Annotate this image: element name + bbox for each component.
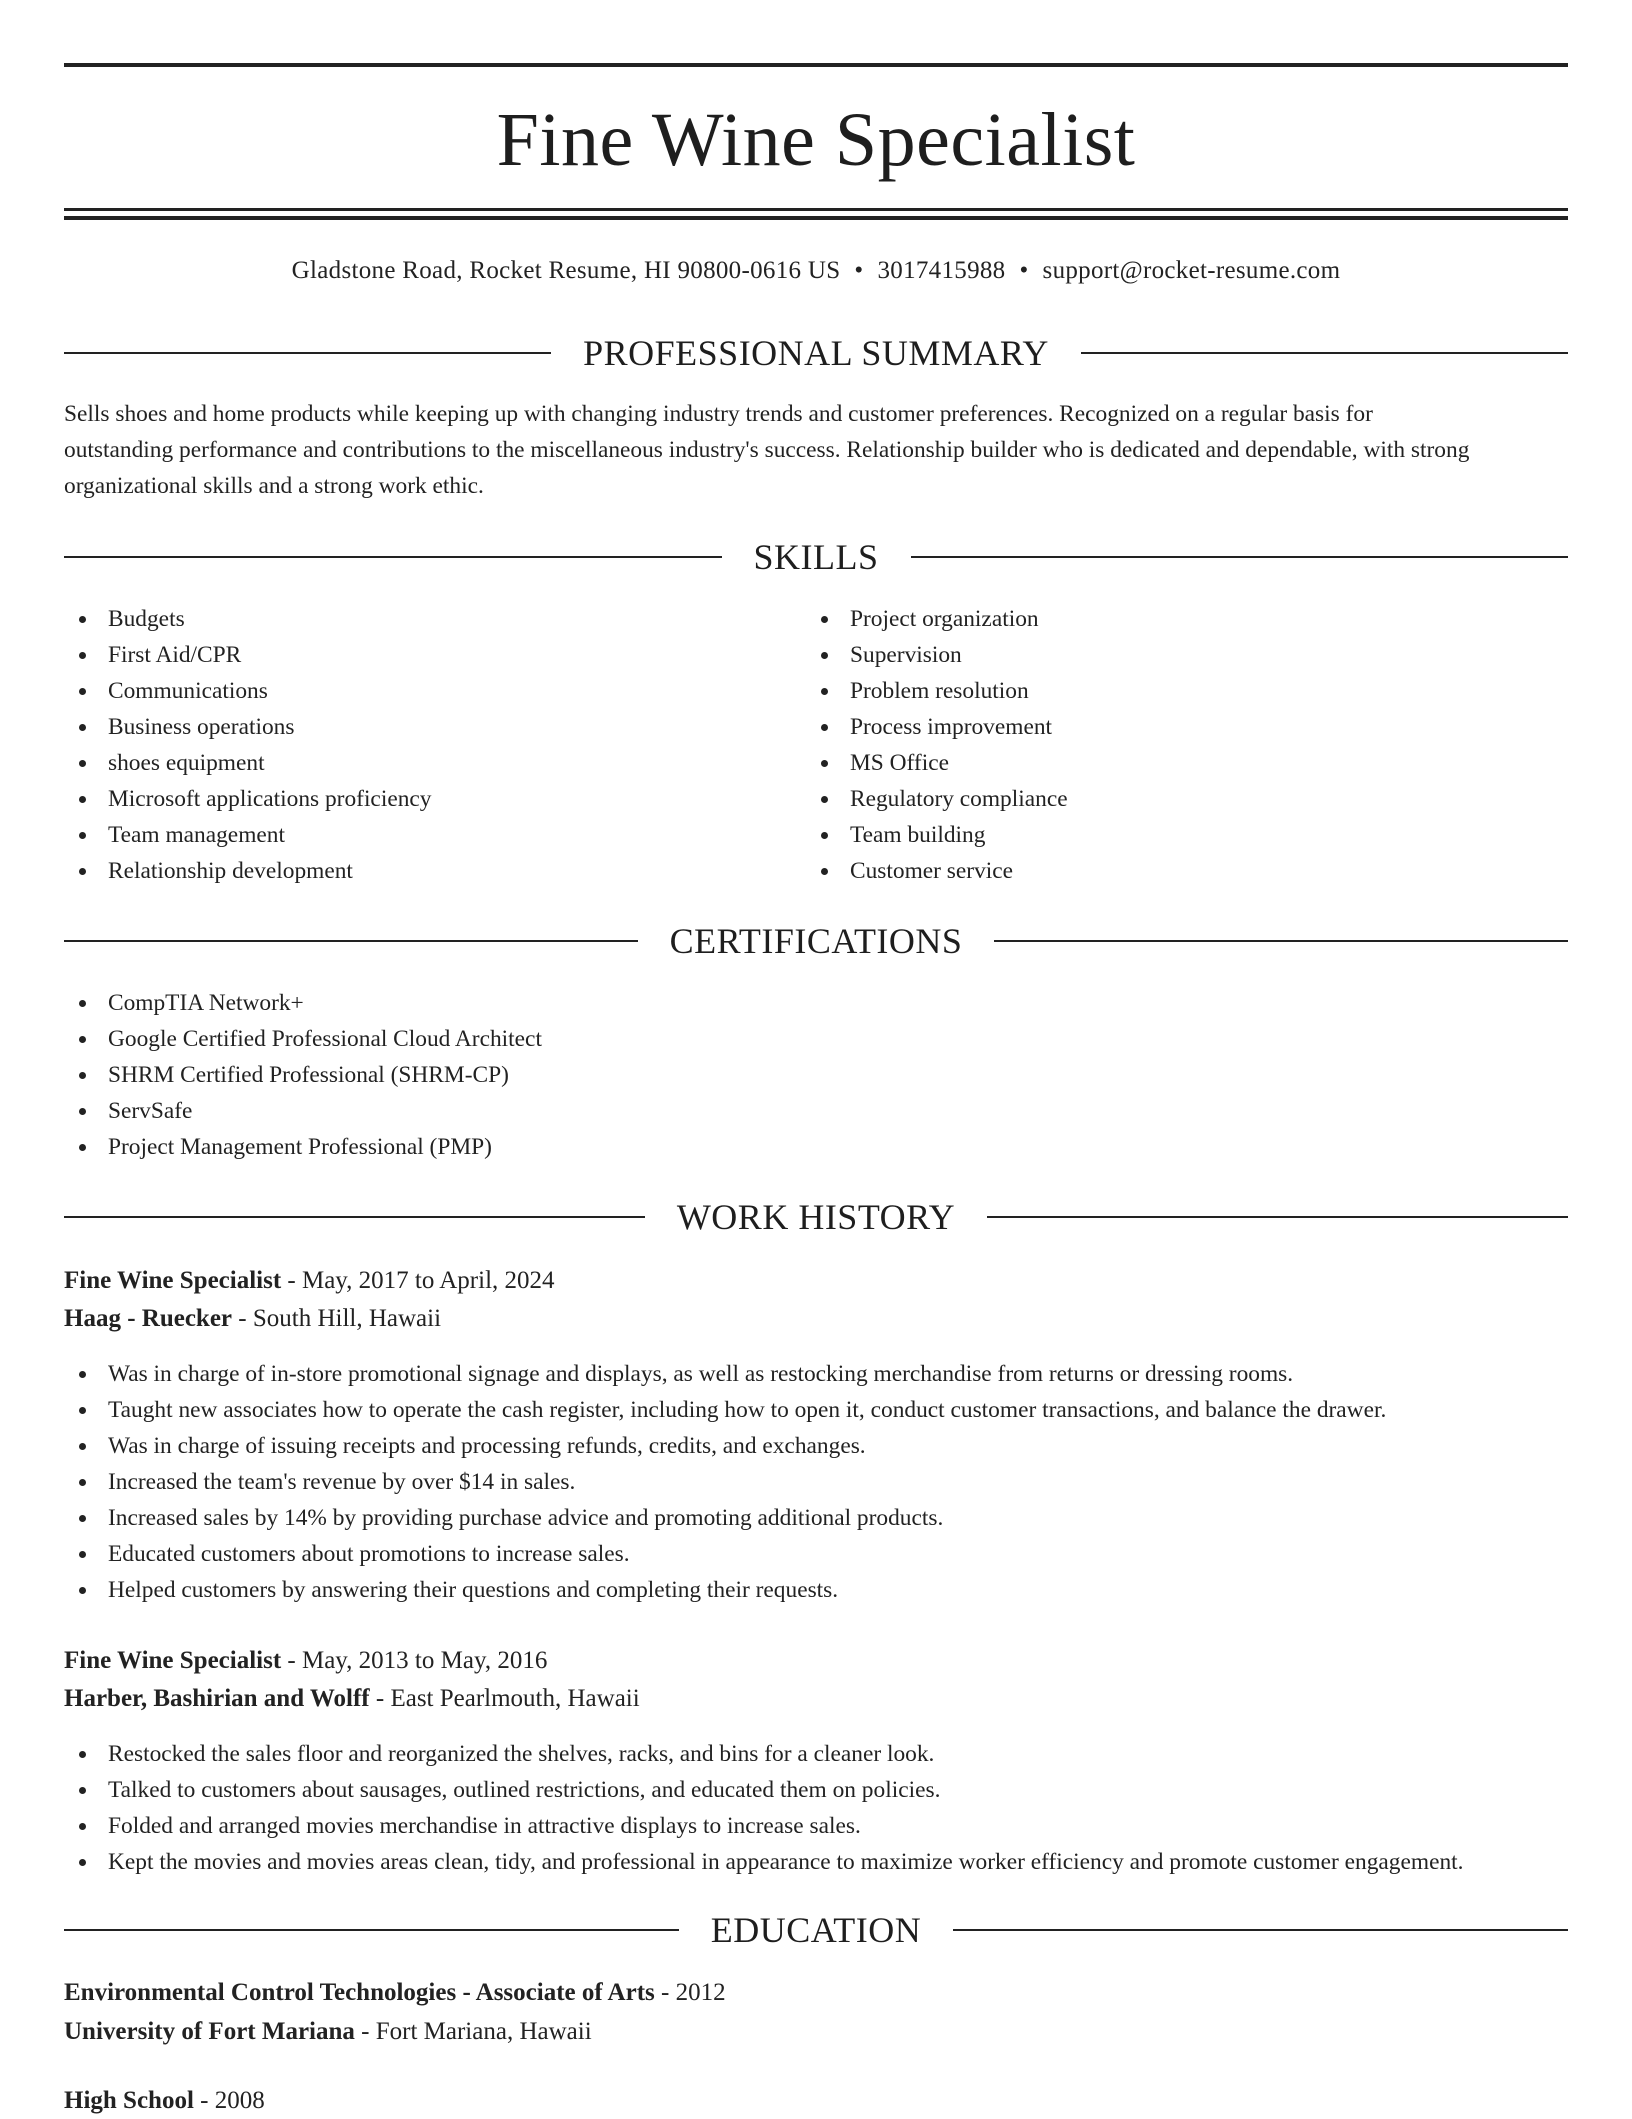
job-company-line xyxy=(64,1681,640,1717)
contact-phone: 3017415988 xyxy=(877,257,1006,284)
job-bullet: Talked to customers about sausages, outlined restrictions, and educated them on policies. xyxy=(64,1772,1464,1808)
job-title-line xyxy=(64,1643,547,1679)
skills-list-right xyxy=(806,601,1068,889)
heading-rule xyxy=(64,1929,679,1931)
summary-line: outstanding performance and contributions to the miscellaneous industry's success. Relationship builder who is dedicated and dependable, with strong xyxy=(64,437,1470,463)
job-bullet: Taught new associates how to operate the cash register, including how to open it, conduct customer transactions, and balance the drawer. xyxy=(64,1392,1386,1428)
section-heading-certifications xyxy=(64,919,1568,963)
heading-rule xyxy=(987,1216,1568,1218)
job-bullets xyxy=(64,1356,1386,1608)
job-location: - East Pearlmouth, Hawaii xyxy=(369,1685,640,1712)
job-bullet: Kept the movies and movies areas clean, tidy, and professional in appearance to maximize worker efficiency and promote customer engagement. xyxy=(64,1844,1464,1880)
skill-item: Supervision xyxy=(806,637,1068,673)
certification-item: SHRM Certified Professional (SHRM-CP) xyxy=(64,1057,542,1093)
section-title: SKILLS xyxy=(753,537,879,577)
heading-rule xyxy=(1081,352,1568,354)
summary-text xyxy=(64,396,1574,504)
job-company: Haag - Ruecker xyxy=(64,1305,233,1332)
job-bullet: Increased sales by 14% by providing purchase advice and promoting additional products. xyxy=(64,1500,1386,1536)
section-title: WORK HISTORY xyxy=(676,1197,956,1237)
skill-item: MS Office xyxy=(806,745,1068,781)
resume-title: Fine Wine Specialist xyxy=(496,98,1136,182)
summary-line: Sells shoes and home products while keeping up with changing industry trends and customer preferences. Recognized on a regular basis for xyxy=(64,401,1373,427)
skill-item: Problem resolution xyxy=(806,673,1068,709)
job-bullet: Was in charge of issuing receipts and processing refunds, credits, and exchanges. xyxy=(64,1428,1386,1464)
header-top-rule xyxy=(64,63,1568,67)
heading-rule xyxy=(911,556,1569,558)
certification-item: Project Management Professional (PMP) xyxy=(64,1129,542,1165)
contact-separator: • xyxy=(854,257,864,284)
job-title: Fine Wine Specialist xyxy=(64,1647,282,1674)
heading-rule xyxy=(64,1216,645,1218)
job-company-line xyxy=(64,1301,441,1337)
skill-item: shoes equipment xyxy=(64,745,431,781)
header-bottom-rule xyxy=(64,208,1568,211)
job-dates: - May, 2013 to May, 2016 xyxy=(281,1647,548,1674)
contact-separator: • xyxy=(1019,257,1029,284)
education-degree-line xyxy=(64,1975,726,2011)
skill-item: First Aid/CPR xyxy=(64,637,431,673)
certification-item: ServSafe xyxy=(64,1093,542,1129)
skill-item: Budgets xyxy=(64,601,431,637)
job-company: Harber, Bashirian and Wolff xyxy=(64,1685,370,1712)
heading-rule xyxy=(64,940,638,942)
skill-item: Relationship development xyxy=(64,853,431,889)
education-degree: Environmental Control Technologies - Associate of Arts xyxy=(64,1979,655,2006)
header-bottom-rule-2 xyxy=(64,216,1568,220)
section-title: CERTIFICATIONS xyxy=(669,921,963,961)
education-degree: High School xyxy=(64,2087,194,2114)
education-location: - Fort Mariana, Hawaii xyxy=(354,2018,592,2045)
job-location: - South Hill, Hawaii xyxy=(232,1305,442,1332)
skill-item: Team management xyxy=(64,817,431,853)
education-school: University of Fort Mariana xyxy=(64,2018,355,2045)
certification-item: CompTIA Network+ xyxy=(64,985,542,1021)
contact-email: support@rocket-resume.com xyxy=(1042,257,1341,284)
education-degree-line xyxy=(64,2083,265,2119)
heading-rule xyxy=(64,556,722,558)
heading-rule xyxy=(994,940,1568,942)
skill-item: Regulatory compliance xyxy=(806,781,1068,817)
skill-item: Process improvement xyxy=(806,709,1068,745)
contact-address: Gladstone Road, Rocket Resume, HI 90800-0616 US xyxy=(291,257,841,284)
skill-item: Project organization xyxy=(806,601,1068,637)
skill-item: Microsoft applications proficiency xyxy=(64,781,431,817)
job-title: Fine Wine Specialist xyxy=(64,1267,282,1294)
section-heading-skills xyxy=(64,535,1568,579)
section-heading-education xyxy=(64,1908,1568,1952)
job-bullet: Restocked the sales floor and reorganized the shelves, racks, and bins for a cleaner look. xyxy=(64,1736,1464,1772)
heading-rule xyxy=(64,352,551,354)
certifications-list xyxy=(64,985,542,1165)
job-bullet: Educated customers about promotions to increase sales. xyxy=(64,1536,1386,1572)
job-bullet: Was in charge of in-store promotional signage and displays, as well as restocking merchandise from returns or dressing rooms. xyxy=(64,1356,1386,1392)
skill-item: Team building xyxy=(806,817,1068,853)
job-bullet: Increased the team's revenue by over $14 in sales. xyxy=(64,1464,1386,1500)
job-bullet: Folded and arranged movies merchandise in attractive displays to increase sales. xyxy=(64,1808,1464,1844)
job-bullet: Helped customers by answering their questions and completing their requests. xyxy=(64,1572,1386,1608)
skill-item: Business operations xyxy=(64,709,431,745)
contact-line xyxy=(8,254,1624,288)
skill-item: Customer service xyxy=(806,853,1068,889)
education-year: - 2012 xyxy=(654,1979,726,2006)
education-school-line xyxy=(64,2014,592,2050)
certification-item: Google Certified Professional Cloud Architect xyxy=(64,1021,542,1057)
summary-line: organizational skills and a strong work ethic. xyxy=(64,473,484,499)
section-title: EDUCATION xyxy=(710,1910,922,1950)
section-heading-work-history xyxy=(64,1195,1568,1239)
heading-rule xyxy=(953,1929,1568,1931)
job-title-line xyxy=(64,1263,555,1299)
skill-item: Communications xyxy=(64,673,431,709)
skills-list-left xyxy=(64,601,431,889)
section-title: PROFESSIONAL SUMMARY xyxy=(583,333,1049,373)
section-heading-summary xyxy=(64,331,1568,375)
job-bullets xyxy=(64,1736,1464,1880)
education-year: - 2008 xyxy=(193,2087,265,2114)
job-dates: - May, 2017 to April, 2024 xyxy=(281,1267,555,1294)
